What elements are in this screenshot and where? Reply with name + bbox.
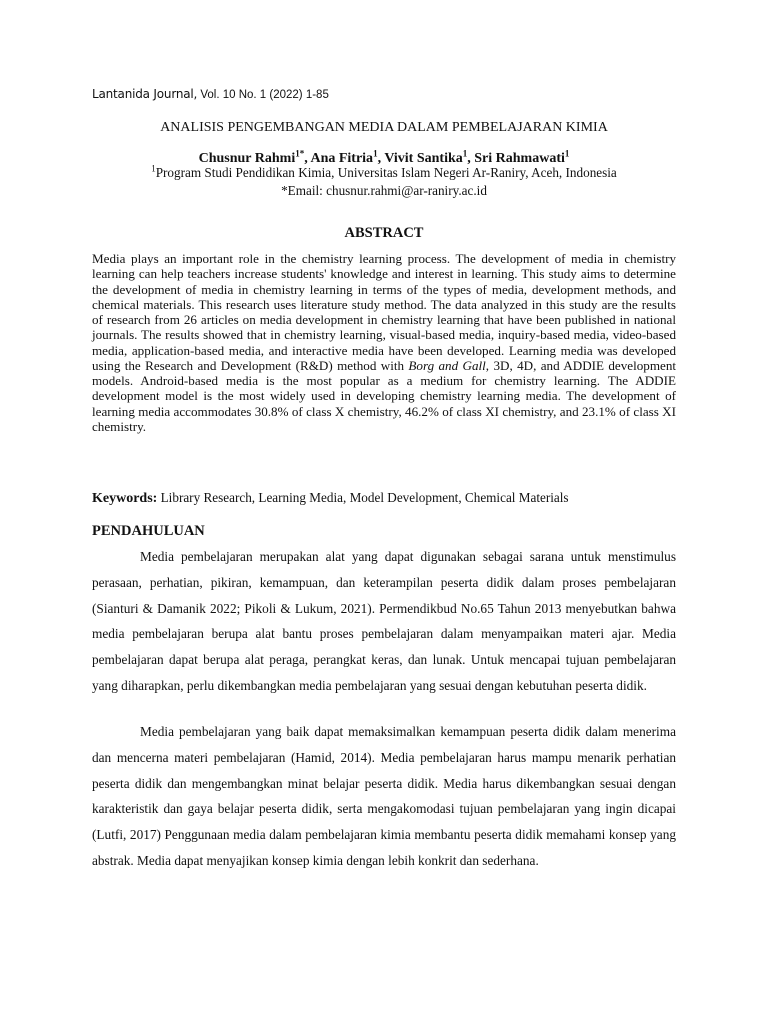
running-header	[92, 86, 329, 103]
keywords	[92, 490, 676, 507]
author-separator: ,	[304, 151, 311, 166]
keywords-label: Keywords:	[92, 491, 158, 506]
author-name: Sri Rahmawati	[474, 151, 565, 166]
corresponding-email: *Email: chusnur.rahmi@ar-raniry.ac.id	[281, 183, 487, 198]
abstract-text-part: Media plays an important role in the chemistry learning process. The development of media in chemistry learning can help teachers increase students' knowledge and interest in learning. This study aims to determine the development of media in chemistry learning in terms of the types of media, development methods, and chemical materials. This research uses literature study method. The data analyzed in this study are the results of research from 26 articles on media development in chemistry learning that have been published in national journals. The results showed that in chemistry learning, visual-based media, inquiry-based media, video-based media, application-based media, and interactive media have been developed. Learning media was developed using the Research and Development (R&D) method with	[92, 251, 676, 373]
author-mark: 1	[373, 148, 378, 159]
affiliation	[92, 164, 676, 182]
abstract-heading: ABSTRACT	[344, 225, 424, 241]
abstract-italic-term: Borg and Gall	[408, 357, 486, 373]
author-separator: ,	[467, 151, 475, 166]
abstract-body	[92, 251, 676, 434]
author-name: Ana Fitria	[310, 151, 374, 166]
journal-issue: Vol. 10 No. 1 (2022) 1-85	[197, 89, 329, 101]
section-heading: PENDAHULUAN	[92, 523, 205, 539]
affiliation-mark: 1	[151, 163, 156, 174]
journal-name: Lantanida Journal,	[92, 87, 198, 101]
author-name: Vivit Santika	[384, 151, 463, 166]
author-separator: ,	[377, 151, 385, 166]
body-paragraph: Media pembelajaran yang baik dapat memaksimalkan kemampuan peserta didik dalam menerima dan mencerna materi pembelajaran (Hamid, 2014). Media pembelajaran harus mampu menarik perhatian peserta didik dan mengembangkan minat belajar peserta didik. Media harus dikembangkan sesuai dengan karakteristik dan gaya belajar peserta didik, serta mengakomodasi tujuan pembelajaran yang ingin dicapai (Lutfi, 2017) Penggunaan media dalam pembelajaran kimia membantu peserta didik memahami konsep yang abstrak. Media dapat menyajikan konsep kimia dengan lebih konkrit dan sederhana.	[92, 724, 676, 868]
author-name: Chusnur Rahmi	[198, 151, 296, 166]
paper-title: ANALISIS PENGEMBANGAN MEDIA DALAM PEMBELAJARAN KIMIA	[160, 120, 608, 135]
author-mark: 1	[564, 148, 570, 159]
author-mark: 1*	[295, 148, 305, 159]
body-paragraph: Media pembelajaran merupakan alat yang dapat digunakan sebagai sarana untuk menstimulus perasaan, perhatian, pikiran, kemampuan, dan keterampilan peserta didik dalam proses pembelajaran (Sianturi & Damanik 2022; Pikoli & Lukum, 2021). Permendikbud No.65 Tahun 2013 menyebutkan bahwa media pembelajaran berupa alat bantu proses pembelajaran dalam menyampaikan materi ajar. Media pembelajaran dapat berupa alat peraga, perangkat keras, dan lunak. Untuk mencapai tujuan pembelajaran yang diharapkan, perlu dikembangkan media pembelajaran yang sesuai dengan kebutuhan peserta didik.	[92, 549, 676, 693]
affiliation-text: Program Studi Pendidikan Kimia, Universitas Islam Negeri Ar-Raniry, Aceh, Indonesia	[155, 165, 617, 180]
abstract-text-part: , 3D, 4D, and ADDIE development models. Android-based media is the most popular as a medium for chemistry learning. The ADDIE development model is the most widely used in developing chemistry learning media. The development of learning media accommodates 30.8% of class X chemistry, 46.2% of class XI chemistry, and 23.1% of class XI chemistry.	[92, 357, 677, 434]
keywords-text: Library Research, Learning Media, Model Development, Chemical Materials	[157, 490, 569, 505]
author-mark: 1	[462, 148, 468, 159]
